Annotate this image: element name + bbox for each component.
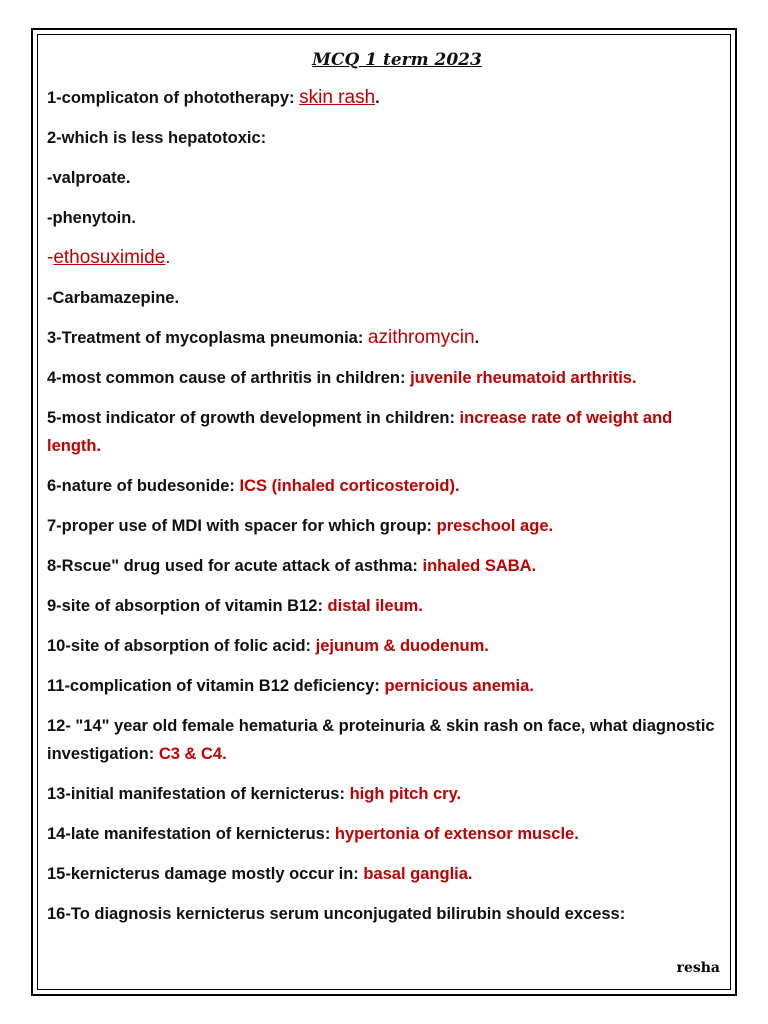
author-signature: resha: [676, 960, 720, 976]
question-8-text: 8-Rscue" drug used for acute attack of asthma:: [47, 557, 423, 575]
question-15-answer: basal ganglia.: [363, 865, 473, 883]
question-4-answer: juvenile rheumatoid arthritis.: [410, 369, 637, 387]
question-4: [47, 364, 717, 404]
question-14-text: 14-late manifestation of kernicterus:: [47, 825, 335, 843]
question-14-answer: hypertonia of extensor muscle.: [334, 825, 579, 843]
document-body: [47, 50, 717, 940]
question-9-answer: distal ileum.: [327, 597, 423, 615]
question-5-text: 5-most indicator of growth development in children:: [47, 409, 460, 427]
question-12-text: 12- "14" year old female hematuria & proteinuria & skin rash on face, what diagnostic investigation:: [47, 717, 715, 763]
question-11-text: 11-complication of vitamin B12 deficiency:: [47, 677, 385, 695]
question-6: [47, 472, 717, 512]
question-2-option-3-dash: -: [47, 247, 54, 268]
question-3-end: .: [474, 329, 480, 347]
question-7-text: 7-proper use of MDI with spacer for which group:: [47, 517, 437, 535]
question-1-end: .: [375, 89, 380, 107]
question-1-text: 1-complicaton of phototherapy: [47, 89, 290, 107]
question-9-text: 9-site of absorption of vitamin B12:: [47, 597, 328, 615]
question-5-answer: increase rate of weight and length.: [47, 409, 673, 455]
question-3-answer: azithromycin: [367, 327, 475, 348]
question-5: [47, 404, 717, 460]
question-1: [47, 84, 717, 124]
question-12-answer: C3 & C4.: [158, 745, 227, 763]
question-15-text: 15-kernicterus damage mostly occur in:: [47, 865, 364, 883]
page-title: MCQ 1 term 2023: [312, 50, 482, 70]
question-2-option-2: -phenytoin.: [47, 209, 136, 227]
question-16: 16-To diagnosis kernicterus serum unconjugated bilirubin should excess:: [47, 905, 626, 923]
question-11: [47, 672, 717, 712]
question-2-option-3-end: .: [165, 247, 171, 268]
question-3-text: 3-Treatment of mycoplasma pneumonia:: [47, 329, 368, 347]
question-2-option-3: [47, 244, 717, 284]
question-2: 2-which is less hepatotoxic:: [47, 129, 267, 147]
question-4-text: 4-most common cause of arthritis in children:: [47, 369, 411, 387]
question-15: [47, 860, 717, 900]
question-9: [47, 592, 717, 632]
question-3: [47, 324, 717, 364]
question-8: [47, 552, 717, 592]
question-10-answer: jejunum & duodenum.: [315, 637, 489, 655]
question-8-answer: inhaled SABA.: [422, 557, 537, 575]
question-11-answer: pernicious anemia.: [384, 677, 534, 695]
question-10: [47, 632, 717, 672]
question-13-answer: high pitch cry.: [349, 785, 462, 803]
question-10-text: 10-site of absorption of folic acid:: [47, 637, 316, 655]
question-13: [47, 780, 717, 820]
question-6-answer: ICS (inhaled corticosteroid).: [239, 477, 460, 495]
question-12: [47, 712, 717, 768]
question-13-text: 13-initial manifestation of kernicterus:: [47, 785, 350, 803]
question-2-option-1: -valproate.: [47, 169, 131, 187]
question-1-colon: :: [289, 89, 300, 107]
question-6-text: 6-nature of budesonide:: [47, 477, 240, 495]
question-7-answer: preschool age.: [436, 517, 554, 535]
question-2-option-4: -Carbamazepine.: [47, 289, 180, 307]
question-7: [47, 512, 717, 552]
question-2-answer: ethosuximide: [53, 247, 166, 268]
question-14: [47, 820, 717, 860]
question-1-answer: skin rash: [299, 87, 376, 108]
